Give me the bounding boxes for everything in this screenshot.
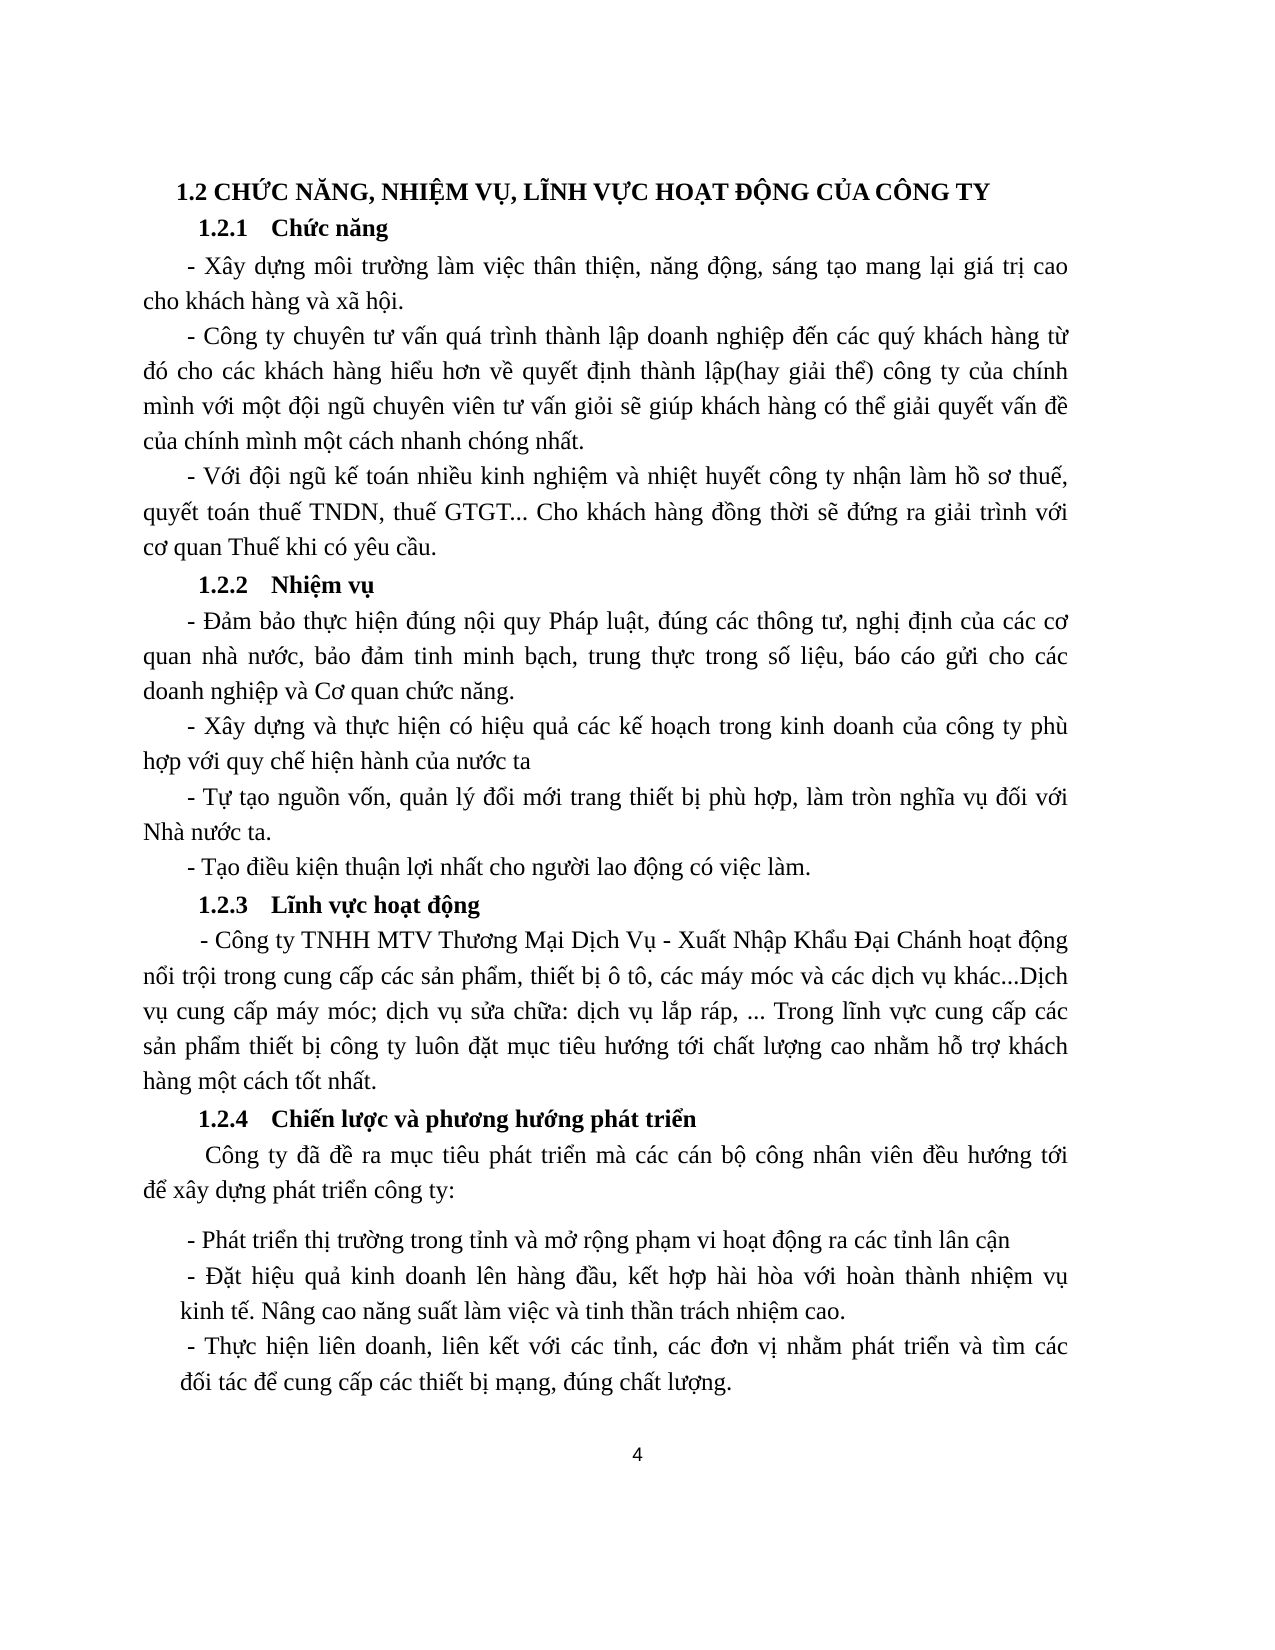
list-item-continuation: kinh tế. Nâng cao năng suất làm việc và tinh thần trách nhiệm cao.	[180, 1298, 846, 1325]
list-item: - Phát triển thị trường trong tỉnh và mở rộng phạm vi hoạt động ra các tỉnh lân cận	[187, 1227, 1011, 1254]
paragraph-line: - Công ty TNHH MTV Thương Mại Dịch Vụ - Xuất Nhập Khẩu Đại Chánh hoạt động	[200, 927, 1068, 954]
paragraph-line: quyết toán thuế TNDN, thuế GTGT... Cho khách hàng đồng thời sẽ đứng ra giải trình với	[143, 499, 1068, 526]
paragraph-line: hàng một cách tốt nhất.	[143, 1068, 377, 1095]
paragraph-line: đó cho các khách hàng hiểu hơn về quyết định thành lập(hay giải thể) công ty của chính	[143, 358, 1068, 385]
paragraph-line: cơ quan Thuế khi có yêu cầu.	[143, 534, 437, 561]
paragraph-line: Công ty đã đề ra mục tiêu phát triển mà các cán bộ công nhân viên đều hướng tới	[205, 1142, 1068, 1169]
section-title: 1.2 CHỨC NĂNG, NHIỆM VỤ, LĨNH VỰC HOẠT ĐỘNG CỦA CÔNG TY	[176, 179, 991, 206]
subsection-title: Chiến lược và phương hướng phát triển	[271, 1106, 697, 1133]
paragraph-line: cho khách hàng và xã hội.	[143, 288, 405, 315]
subsection-title: Lĩnh vực hoạt động	[271, 892, 480, 919]
subsection-heading-linh-vuc	[198, 891, 480, 921]
paragraph-line: hợp với quy chế hiện hành của nước ta	[143, 748, 531, 775]
subsection-heading-chuc-nang	[198, 214, 388, 244]
paragraph-line: - Tự tạo nguồn vốn, quản lý đổi mới trang thiết bị phù hợp, làm tròn nghĩa vụ đối với	[187, 784, 1068, 811]
paragraph-line: - Công ty chuyên tư vấn quá trình thành lập doanh nghiệp đến các quý khách hàng từ	[187, 323, 1068, 350]
paragraph-line: để xây dựng phát triển công ty:	[143, 1177, 456, 1204]
subsection-number: 1.2.4	[198, 1106, 248, 1133]
paragraph-line: - Đảm bảo thực hiện đúng nội quy Pháp luật, đúng các thông tư, nghị định của các cơ	[187, 608, 1068, 635]
paragraph-line: doanh nghiệp và Cơ quan chức năng.	[143, 678, 515, 705]
paragraph-line: - Tạo điều kiện thuận lợi nhất cho người lao động có việc làm.	[187, 854, 812, 881]
list-item: - Đặt hiệu quả kinh doanh lên hàng đầu, kết hợp hài hòa với hoàn thành nhiệm vụ	[187, 1263, 1068, 1290]
paragraph-line: nổi trội trong cung cấp các sản phẩm, thiết bị ô tô, các máy móc và các dịch vụ khác...Dịch	[143, 963, 1068, 990]
paragraph-line: - Với đội ngũ kế toán nhiều kinh nghiệm và nhiệt huyết công ty nhận làm hồ sơ thuế,	[187, 463, 1068, 490]
paragraph-line: mình với một đội ngũ chuyên viên tư vấn giỏi sẽ giúp khách hàng có thể giải quyết vấn đề	[143, 393, 1068, 420]
list-item-continuation: đối tác để cung cấp các thiết bị mạng, đúng chất lượng.	[180, 1369, 733, 1396]
subsection-number: 1.2.3	[198, 892, 248, 919]
paragraph-line: quan nhà nước, bảo đảm tinh minh bạch, trung thực trong số liệu, báo cáo gửi cho các	[143, 643, 1068, 670]
subsection-number: 1.2.1	[198, 215, 248, 242]
list-item: - Thực hiện liên doanh, liên kết với các tỉnh, các đơn vị nhằm phát triển và tìm các	[187, 1333, 1068, 1360]
subsection-heading-chien-luoc	[198, 1105, 697, 1135]
paragraph-line: Nhà nước ta.	[143, 819, 272, 846]
subsection-title: Chức năng	[271, 215, 389, 242]
subsection-title: Nhiệm vụ	[271, 572, 375, 599]
paragraph-line: của chính mình một cách nhanh chóng nhất.	[143, 428, 585, 455]
subsection-number: 1.2.2	[198, 572, 248, 599]
paragraph-line: - Xây dựng và thực hiện có hiệu quả các kế hoạch trong kinh doanh của công ty phù	[187, 713, 1068, 740]
subsection-heading-nhiem-vu	[198, 571, 374, 601]
paragraph-line: - Xây dựng môi trường làm việc thân thiện, năng động, sáng tạo mang lại giá trị cao	[187, 253, 1068, 280]
paragraph-line: sản phẩm thiết bị công ty luôn đặt mục tiêu hướng tới chất lượng cao nhằm hỗ trợ khách	[143, 1033, 1068, 1060]
page-number: 4	[632, 1445, 643, 1466]
paragraph-line: vụ cung cấp máy móc; dịch vụ sửa chữa: dịch vụ lắp ráp, ... Trong lĩnh vực cung cấp các	[143, 998, 1068, 1025]
